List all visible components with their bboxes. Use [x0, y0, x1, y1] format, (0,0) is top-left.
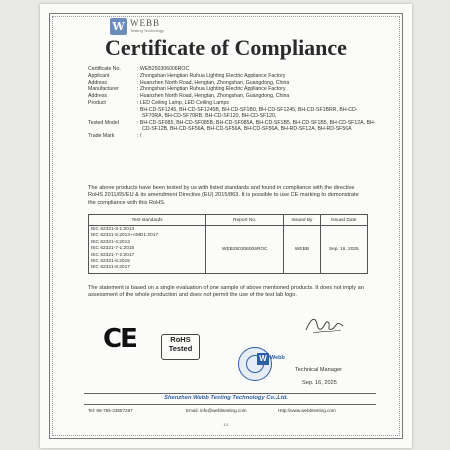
field-label: Manufacturer: [88, 86, 119, 93]
signer-title: Technical Manager: [295, 367, 342, 373]
field-manufacturer: [88, 86, 378, 92]
field-product: [88, 100, 378, 106]
certificate-title: Certificate of Compliance: [105, 35, 347, 60]
stamp-logo: [257, 353, 295, 373]
rohs-line1: RoHS: [170, 335, 191, 344]
report-no-cell: WEB250306006ROC: [206, 226, 284, 274]
field-certificate-no: [88, 66, 378, 72]
header-report-no: Report No.: [206, 215, 284, 226]
field-value: : Huanzhen North Road, Hengtan, Zhongshan, Guangdong, China: [142, 93, 378, 99]
field-tested-model: [88, 120, 378, 132]
evaluation-statement: The statement is based on a single evaluation of one sample of above mentioned products. It does not imply an assessment of the whole production and does not permit the use of the test lab logo.: [88, 285, 364, 299]
signature-date: Sep. 16, 2025: [302, 380, 337, 386]
signature-icon: [303, 312, 347, 338]
certificate-fields: [88, 66, 378, 140]
header-test-standards: Test standards: [89, 215, 206, 226]
field-value: : Zhongshan Hengtian Ruhua Lighting Electric Appliance Factory: [142, 73, 378, 79]
standard-item: IEC 62321-6:2015: [91, 259, 130, 265]
logo-badge-icon: W: [110, 18, 127, 35]
field-label: Address: [88, 79, 108, 86]
footer-divider: [84, 393, 376, 394]
field-label: Trade Mark: [88, 132, 115, 139]
rohs-line2: Tested: [168, 344, 193, 353]
page-number: 1/1: [223, 422, 229, 427]
footer-email: Email: info@webbtesting.com: [186, 408, 247, 413]
field-value: : BH-CD-SF085, BH-CD-SF085B, BH-CD-SF085A, BH-CD-SF1B5, BH-CD-SF1B5, BH-CD-SF12A, BH-CD-SF12B, BH-CD-SF56A, BH-CD-SF56A, BH-CD-SF56A, BH-RD-SF12A, BH-RD-SF56A: [142, 120, 378, 132]
rohs-tested-icon: [161, 334, 200, 360]
header-issued-by: Issued By: [284, 215, 320, 226]
logo-tagline: Testing Technology: [130, 28, 164, 33]
webb-logo: [110, 17, 170, 37]
header-issued-date: Issued Date: [320, 215, 367, 226]
footer-divider: [84, 404, 376, 405]
standard-item: IEC 62321-7-2:2017: [91, 252, 135, 258]
stamp-logo-badge-icon: W: [257, 353, 269, 365]
footer-tel: Tel: 86-755-33557267: [88, 408, 133, 413]
standard-item: IEC 62321-5:2013+AMD1:2017: [91, 233, 159, 239]
compliance-statement: The above products have been tested by us with listed standards and found in compliance with the directive RoHS 2011/65/EU & its amendment Directive (EU) 2015/863. It is possible to use CE marking to demonstrate the compliance with this RoHS.: [88, 185, 359, 206]
footer-company: Shenzhen Webb Testing Technology Co.,Ltd.: [164, 395, 288, 401]
standard-item: IEC 62321-3-1:2013: [91, 227, 135, 232]
standards-cell: [89, 226, 206, 274]
stamp-logo-text: Webb: [270, 355, 285, 361]
issued-date-cell: Sep. 16, 2025: [320, 226, 367, 274]
field-label: Product: [88, 99, 106, 106]
footer-web: Http://www.webbtesting.com: [278, 408, 336, 413]
field-applicant: [88, 73, 378, 79]
standard-item: IEC 62321-8:2017: [91, 265, 130, 271]
field-value: : BH-CD-SF1245, BH-CD-SF1245B, BH-CD-SF1B0, BH-CD-SF1245, BH-CD-SF1BRR, BH-CD-SF70RA, BH-CD-SF70RB, BH-CD-SF120, BH-CD-SF120,: [142, 107, 378, 119]
field-value: : LED Ceiling Lamp, LED Ceiling Lamps: [142, 100, 378, 106]
field-value: : WEB250306006ROC: [142, 66, 378, 72]
standard-item: IEC 62321-4:2013: [91, 239, 130, 245]
field-manufacturer-address: [88, 93, 378, 99]
certificate-page: [40, 4, 412, 448]
field-value: : Zhongshan Hengtian Ruhua Lighting Electric Appliance Factory: [142, 86, 378, 92]
field-applicant-address: [88, 80, 378, 86]
field-trade-mark: [88, 133, 378, 139]
field-product-models: [88, 107, 378, 119]
field-label: Certificate No.: [88, 66, 121, 72]
ce-mark-icon: CE: [103, 324, 136, 354]
field-value: : /: [142, 133, 378, 139]
test-standards-table: [88, 214, 368, 274]
standard-item: IEC 62321-7-1:2015: [91, 246, 135, 252]
field-label: Applicant: [88, 72, 110, 79]
field-value: : Huanzhen North Road, Hengtan, Zhongshan, Guangdong, China: [142, 80, 378, 86]
field-label: Address: [88, 93, 108, 100]
table-row: [89, 226, 368, 274]
issued-by-cell: WEBB: [284, 226, 320, 274]
logo-name: WEBB: [130, 18, 160, 28]
table-header-row: [89, 215, 368, 226]
field-label: Tested Model: [88, 119, 119, 126]
